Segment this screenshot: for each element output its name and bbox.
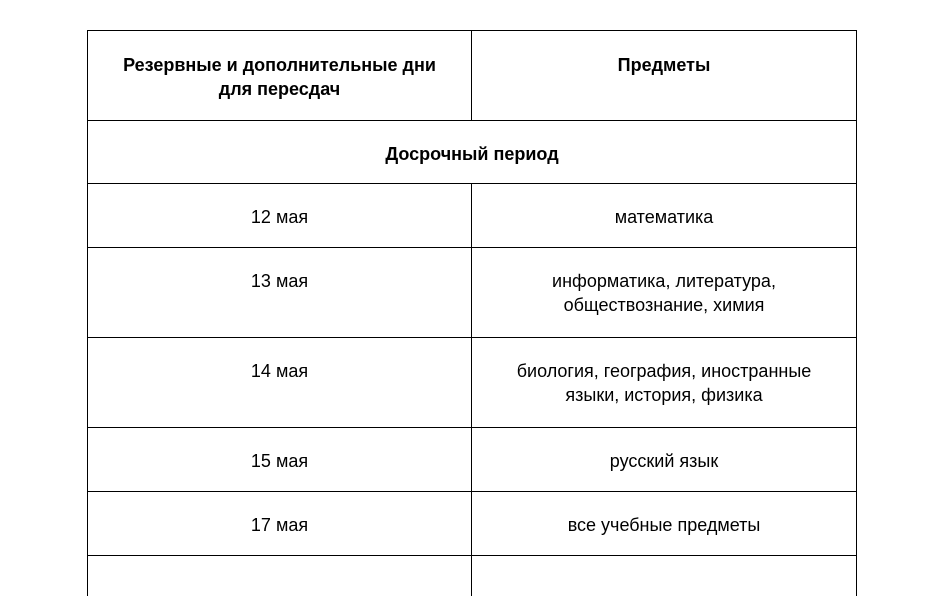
- row-date: 14 мая: [88, 338, 472, 428]
- row-subjects-text: математика: [615, 205, 714, 229]
- section-row: [88, 121, 857, 184]
- row-date: 12 мая: [88, 184, 472, 248]
- row-subjects-text: все учебные предметы: [568, 513, 761, 537]
- row-date-empty: [88, 556, 472, 596]
- retake-schedule-table: [87, 30, 857, 596]
- table-row-partial: [88, 556, 857, 596]
- section-title: Досрочный период: [88, 121, 857, 184]
- row-date: 15 мая: [88, 428, 472, 492]
- row-subjects-text: биология, география, иностранные языки, история, физика: [499, 359, 829, 407]
- row-subjects-text: информатика, литература, обществознание, химия: [529, 269, 799, 317]
- header-reserve-days: [88, 31, 472, 121]
- row-subjects: [472, 184, 857, 248]
- header-subjects: [472, 31, 857, 121]
- table-row: [88, 492, 857, 556]
- table-row: [88, 184, 857, 248]
- table-header-row: [88, 31, 857, 121]
- row-subjects: [472, 338, 857, 428]
- row-subjects: [472, 248, 857, 338]
- header-reserve-days-label: Резервные и дополнительные дни для пересдач: [120, 53, 440, 101]
- row-subjects: [472, 428, 857, 492]
- row-subjects-empty: [472, 556, 857, 596]
- table-row: [88, 428, 857, 492]
- schedule-document: [87, 30, 856, 596]
- row-date: 17 мая: [88, 492, 472, 556]
- row-date: 13 мая: [88, 248, 472, 338]
- header-subjects-label: Предметы: [618, 53, 711, 77]
- table-row: [88, 338, 857, 428]
- table-row: [88, 248, 857, 338]
- row-subjects-text: русский язык: [610, 449, 718, 473]
- row-subjects: [472, 492, 857, 556]
